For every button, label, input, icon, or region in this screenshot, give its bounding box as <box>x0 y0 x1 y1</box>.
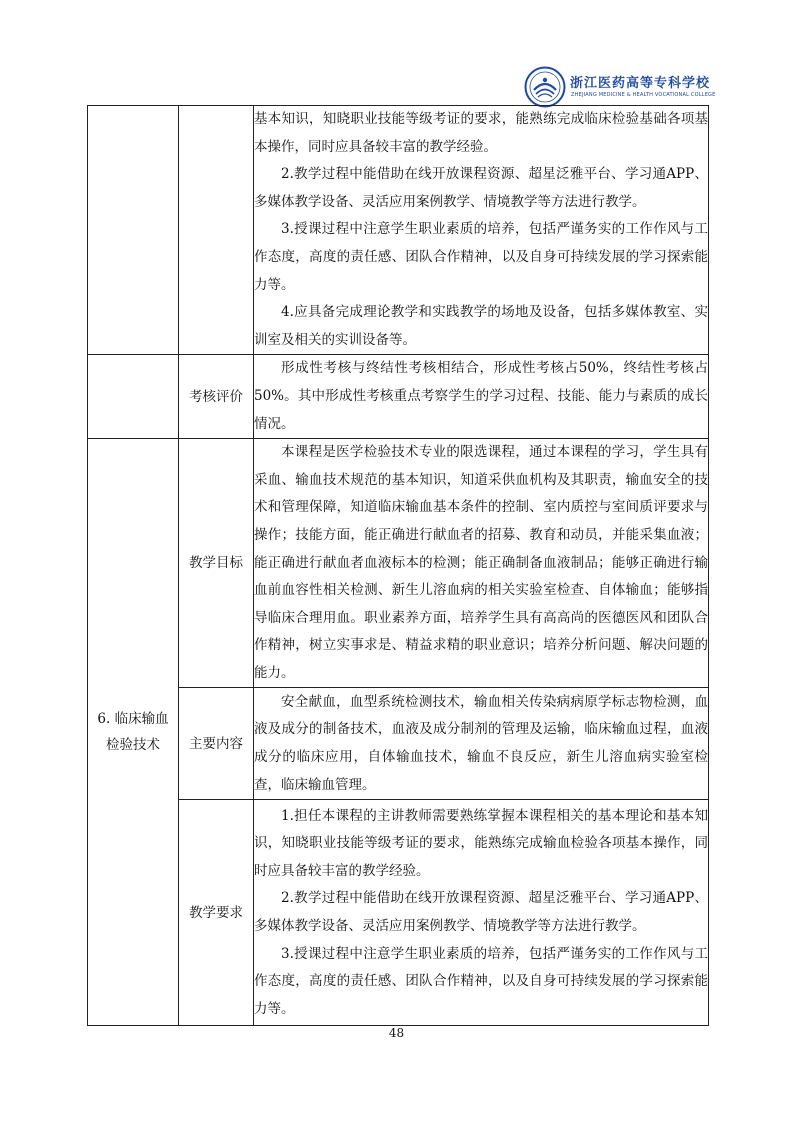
requirements-label: 教学要求 <box>179 800 254 1026</box>
table-row <box>88 106 709 355</box>
table-row <box>88 800 709 1026</box>
course-name-line1: 6. 临床输血 <box>97 711 169 728</box>
course-name-cell <box>88 439 179 1026</box>
course-name-cell <box>88 106 179 355</box>
content-label: 主要内容 <box>179 688 254 800</box>
row-label-cell <box>179 106 254 355</box>
course-name-line2: 检验技术 <box>106 737 160 754</box>
objectives-cell <box>254 439 709 688</box>
table-row <box>88 355 709 439</box>
paragraph: 3.授课过程中注意学生职业素质的培养，包括严谨务实的工作作风与工作态度，高度的责任感、团队合作精神，以及自身可持续发展的学习探索能力等。 <box>254 945 708 1017</box>
course-table <box>87 105 709 1026</box>
college-logo <box>524 66 724 110</box>
paragraph: 安全献血，血型系统检测技术，输血相关传染病病原学标志物检测，血液及成分的制备技术，血液及成分制剂的管理及运输，临床输血过程，血液成分的临床应用，自体输血技术，输血不良反应，新生儿溶血病实验室检查，临床输血管理。 <box>254 693 708 793</box>
paragraph: 2.教学过程中能借助在线开放课程资源、超星泛雅平台、学习通APP、多媒体教学设备、灵活应用案例教学、情境教学等方法进行教学。 <box>254 890 708 934</box>
paragraph: 形成性考核与终结性考核相结合，形成性考核占50%，终结性考核占50%。其中形成性考核重点考察学生的学习过程、技能、能力与素质的成长情况。 <box>254 360 708 432</box>
page-number: 48 <box>388 1026 405 1040</box>
paragraph: 本课程是医学检验技术专业的限选课程，通过本课程的学习，学生具有采血、输血技术规范的基本知识，知道采供血机构及其职责，输血安全的技术和管理保障，知道临床输血基本条件的控制、室内质控与室间质评要求与操作；技能方面，能正确进行献血者的招募、教育和动员，并能采集血液；能正确进行献血者血液标本的检测；能正确制备血液制品；能够正确进行输血前血容性相关检测、新生儿溶血病的相关实验室检查、自体输血；能够指导临床合理用血。职业素养方面，培养学生具有高高尚的医德医风和团队合作精神，树立实事求是、精益求精的职业意识；培养分析问题、解决问题的能力。 <box>254 444 708 681</box>
logo-text-en: ZHEJIANG MEDICINE & HEALTH VOCATIONAL COLLEGE <box>571 92 716 98</box>
paragraph: 基本知识，知晓职业技能等级考证的要求，能熟练完成临床检验基础各项基本操作，同时应具备较丰富的教学经验。 <box>254 111 708 155</box>
college-emblem-icon <box>524 66 566 108</box>
logo-text-cn: 浙江医药高等专科学校 <box>570 76 711 91</box>
requirements-cell <box>254 800 709 1026</box>
table-row <box>88 439 709 688</box>
paragraph: 1.担任本课程的主讲教师需要熟练掌握本课程相关的基本理论和基本知识，知晓职业技能等级考证的要求，能熟练完成输血检验各项基本操作，同时应具备较丰富的教学经验。 <box>254 807 708 879</box>
course-name-cell <box>88 355 179 439</box>
assessment-label: 考核评价 <box>179 355 254 439</box>
teaching-requirements-cont-cell <box>254 106 709 355</box>
assessment-cell <box>254 355 709 439</box>
table-row <box>88 688 709 800</box>
paragraph: 4.应具备完成理论教学和实践教学的场地及设备，包括多媒体教室、实训室及相关的实训设备等。 <box>254 304 708 348</box>
content-cell <box>254 688 709 800</box>
paragraph: 2.教学过程中能借助在线开放课程资源、超星泛雅平台、学习通APP、多媒体教学设备、灵活应用案例教学、情境教学等方法进行教学。 <box>254 166 708 210</box>
objectives-label: 教学目标 <box>179 439 254 688</box>
paragraph: 3.授课过程中注意学生职业素质的培养，包括严谨务实的工作作风与工作态度，高度的责任感、团队合作精神，以及自身可持续发展的学习探索能力等。 <box>254 221 708 293</box>
